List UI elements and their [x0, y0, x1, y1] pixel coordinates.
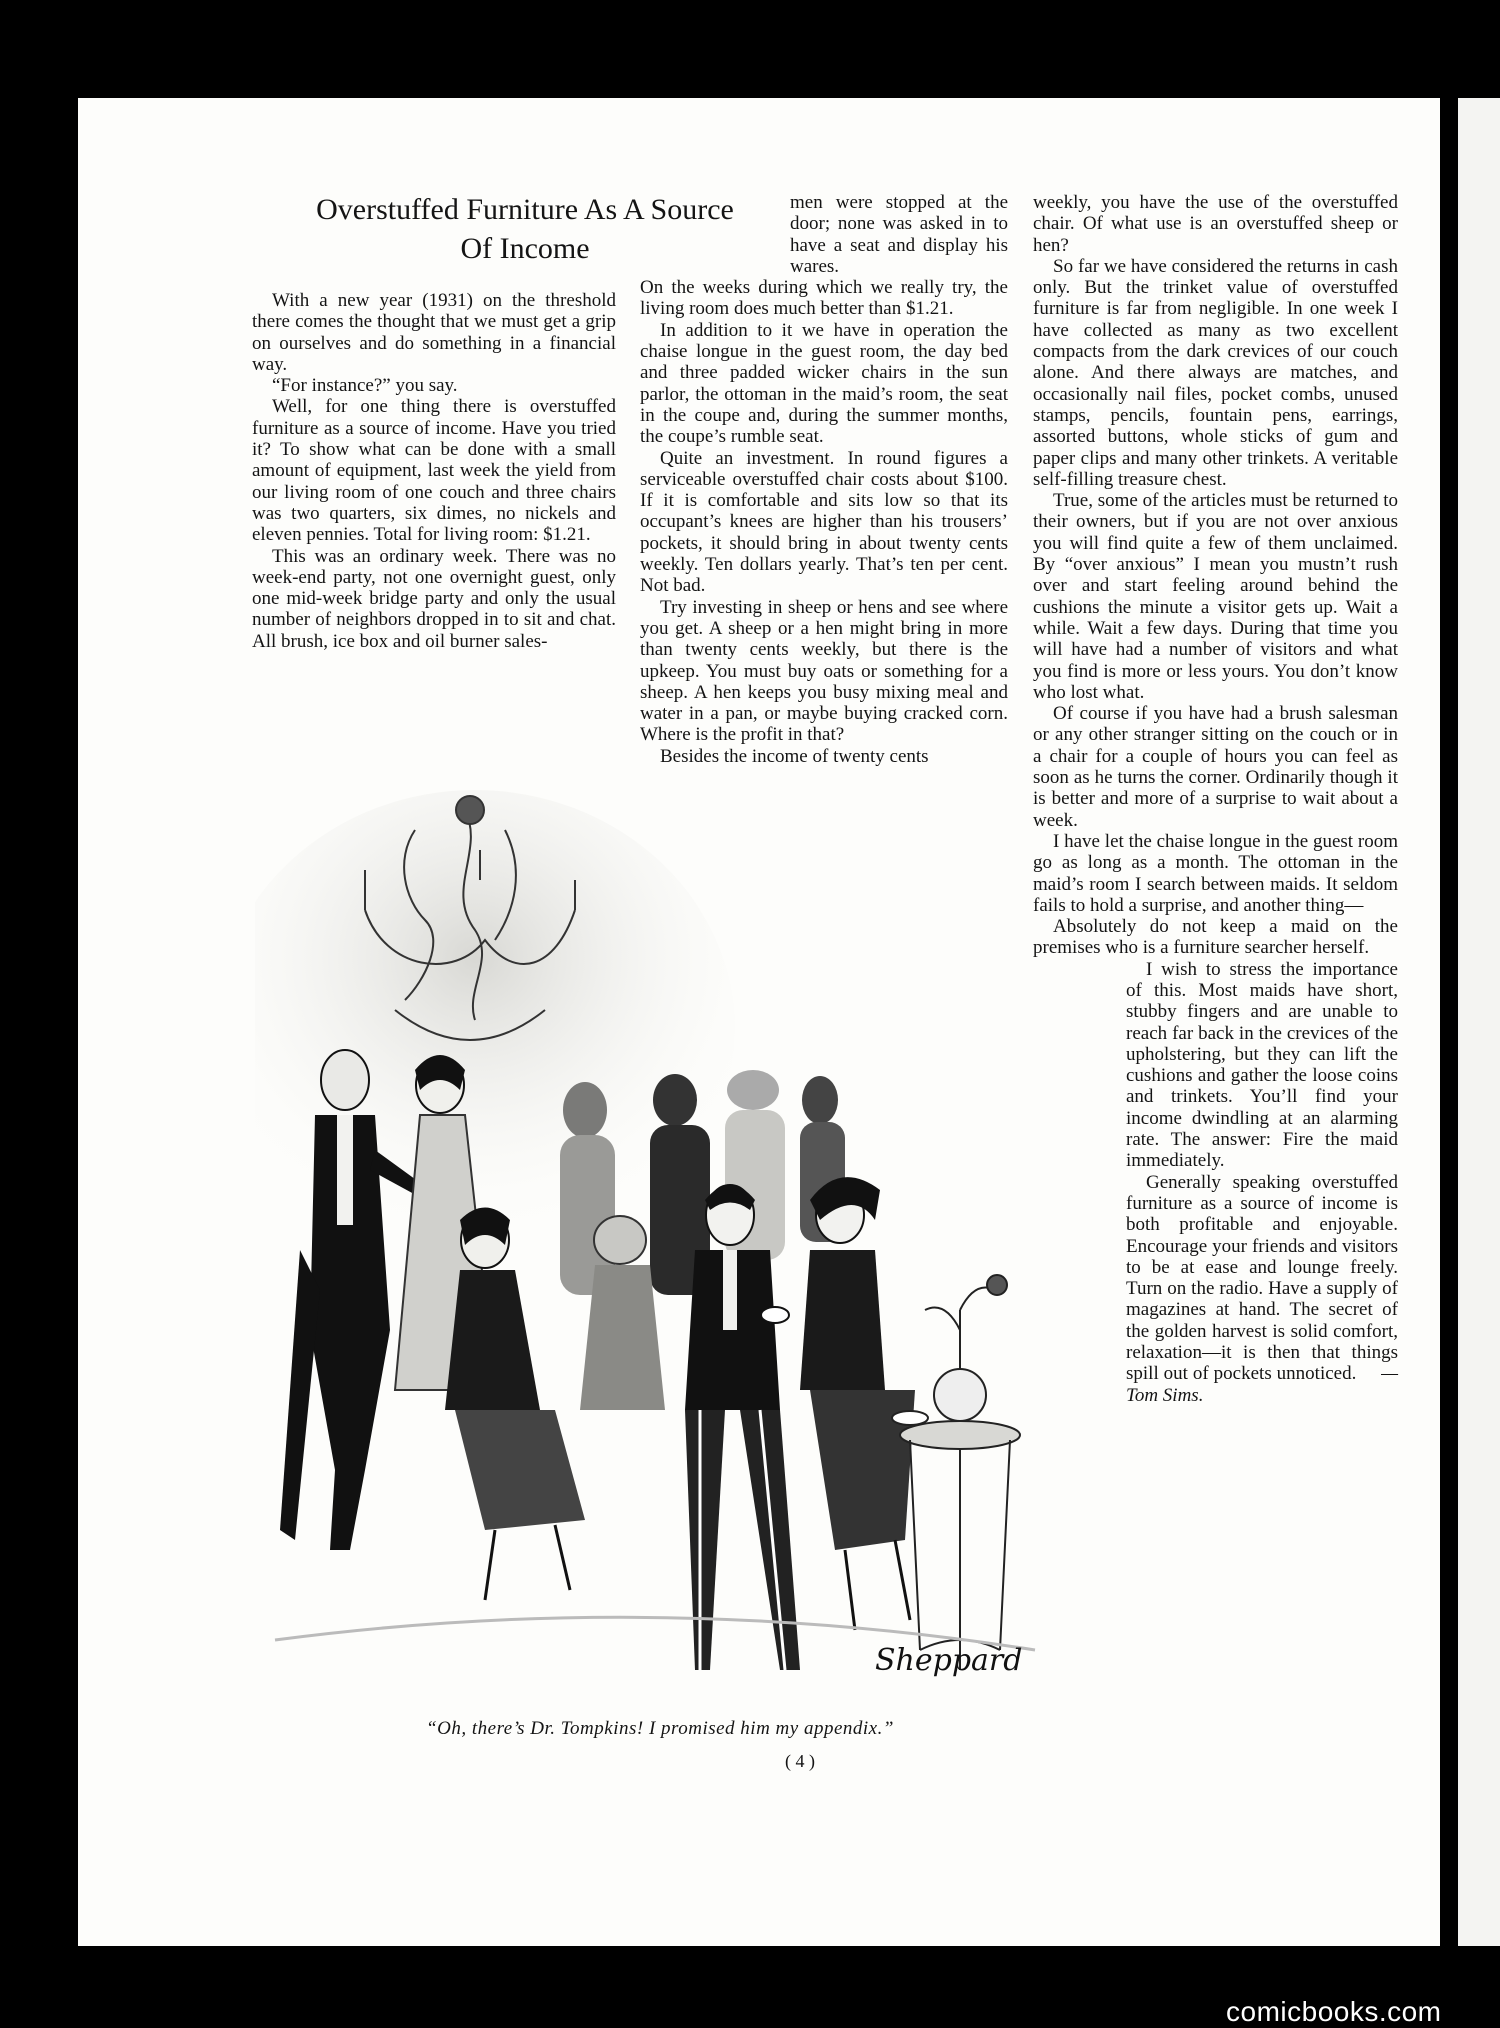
- paragraph: “For instance?” you say.: [272, 375, 458, 397]
- paragraph: Of course if you have had a brush salesman or any other stranger sitting on the couch or in a chair for a couple of hours you can feel as soon as he turns the corner. Ordinarily though it is better and more of a surprise to wait about a week.: [1033, 703, 1398, 831]
- paragraph: Absolutely do not keep a maid on the premises who is a furniture searcher herself.: [1033, 916, 1398, 959]
- article-column-1: [252, 290, 616, 652]
- paragraph: So far we have considered the returns in cash only. But the trinket value of overstuffed furniture is far from negligible. In one week I have collected as many as two excellent compacts from the dark crevices of our couch alone. And there always are matches, and occasionally nail files, pocket combs, unused stamps, pencils, fountain pens, earrings, assorted buttons, whole sticks of gum and paper clips and many other trinkets. A veritable self-filling treasure chest.: [1033, 255, 1398, 490]
- paragraph-continued: men were stopped at the door; none was asked in to have a seat and display his wares.: [790, 192, 1008, 277]
- paragraph: Besides the income of twenty cents: [660, 745, 929, 767]
- page-number: ( 4 ): [785, 1751, 815, 1771]
- author-signature: —Tom Sims.: [1126, 1363, 1398, 1406]
- narrow-column-block: [1126, 959, 1398, 1406]
- paragraph: True, some of the articles must be returned to their owners, but if you are not over anxious you will find quite a few of them unclaimed. By “over anxious” I mean you mustn’t rush over and start feeling around behind the cushions the minute a visitor gets up. Wait a while. Wait a few days. During that time you will have had a number of visitors and what you find is more or less yours. You don’t know who lost what.: [1033, 490, 1398, 703]
- article-column-3: [1033, 192, 1398, 1406]
- paragraph-continued: weekly, you have the use of the overstuffed chair. Of what use is an overstuffed sheep or hen?: [1033, 192, 1398, 256]
- seated-woman-right-figure: [800, 1177, 915, 1630]
- paragraph: I wish to stress the importance of this. Most maids have short, stubby fingers and are unable to reach far back in the crevices of the upholstering, but they can lift the cushions and gather the loose coins and trinkets. You’ll find your income dwindling at an alarming rate. The answer: Fire the maid immediately.: [1126, 958, 1398, 1172]
- paragraph: This was an ordinary week. There was no week-end party, not one overnight guest, only one mid-week bridge party and only the usual number of neighbors dropped in to sit and chat. All brush, ice box and oil burner sales-: [252, 545, 616, 652]
- title-line-1: Overstuffed Furniture As A Source: [316, 193, 734, 226]
- paragraph: Try investing in sheep or hens and see where you get. A sheep or a hen might bring in more than twenty cents weekly, but there is the upkeep. You must buy oats or something for a sheep. A hen keeps you busy mixing meal and water in a pan, or maybe buying cracked corn. Where is the profit in that?: [640, 596, 1008, 746]
- tea-table-icon: [892, 1275, 1020, 1670]
- paragraph: On the weeks during which we really try, the living room does much better than $1.21.: [640, 277, 1008, 320]
- illustration-caption: “Oh, there’s Dr. Tompkins! I promised him my appendix.”: [426, 1718, 894, 1739]
- closing-paragraph-text: Generally speaking overstuffed furniture as a source of income is both profitable and enjoyable. Encourage your friends and visitors to be at ease and lounge freely. Turn on the radio. Have a supply of magazines at hand. The secret of the golden harvest is solid comfort, relaxation—it is then that things spill out of pockets unnoticed.: [1126, 1171, 1398, 1385]
- paragraph: Well, for one thing there is overstuffed furniture as a source of income. Have you tried it? To show what can be done with a small amount of equipment, last week the yield from our living room of one couch and three chairs was two quarters, six dimes, no nickels and eleven pennies. Total for living room: $1.21.: [252, 396, 616, 546]
- cartoon-illustration: [255, 770, 1055, 1725]
- site-watermark: comicbooks.com: [1226, 1996, 1442, 2027]
- paragraph: In addition to it we have in operation the chaise longue in the guest room, the day bed and three padded wicker chairs in the sun parlor, the ottoman in the maid’s room, the seat in the coupe and, during the summer months, the coupe’s rumble seat.: [640, 319, 1008, 448]
- paragraph: With a new year (1931) on the threshold there comes the thought that we must get a grip on ourselves and do something in a financial way.: [252, 290, 616, 375]
- article-column-2: [640, 192, 1008, 767]
- paragraph: Quite an investment. In round figures a serviceable overstuffed chair costs about $100. If it is comfortable and sits low so that its occupant’s knees are higher than his trousers’ pockets, it should bring in about twenty cents weekly. Ten dollars yearly. That’s ten per cent. Not bad.: [640, 447, 1008, 597]
- paragraph: [1126, 1172, 1398, 1406]
- artist-signature: Sheppard: [875, 1643, 1023, 1678]
- man-with-teacup-figure: [685, 1185, 800, 1670]
- adjacent-page-edge: [1458, 98, 1500, 1946]
- title-line-2: Of Income: [460, 232, 590, 265]
- paragraph: I have let the chaise longue in the guest room go as long as a month. The ottoman in the maid’s room I search between maids. It seldom fails to hold a surprise, and another thing—: [1033, 830, 1398, 916]
